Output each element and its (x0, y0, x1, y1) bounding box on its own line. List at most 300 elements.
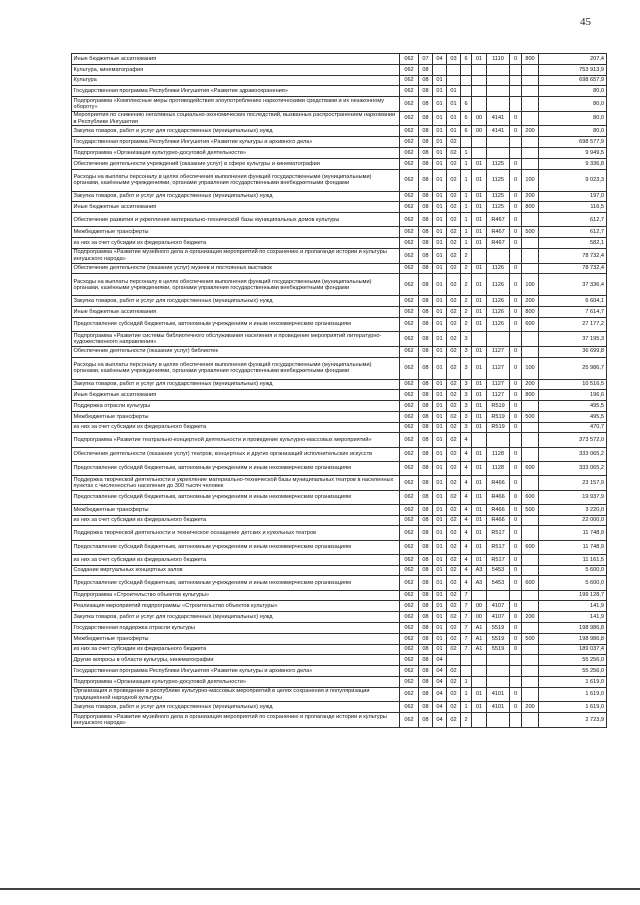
table-row (72, 433, 607, 447)
code-subprogram: 4 (461, 554, 472, 565)
table-row (72, 390, 607, 401)
code-subprogram: 3 (461, 379, 472, 390)
code-subsection: 01 (433, 379, 447, 390)
code-direction-suffix: 0 (510, 274, 522, 296)
code-ministry: 062 (400, 554, 419, 565)
code-program: 02 (447, 169, 461, 191)
code-direction (487, 64, 510, 75)
budget-table (71, 53, 607, 728)
code-subsection: 01 (433, 238, 447, 249)
code-subsection: 01 (433, 126, 447, 137)
code-ministry: 062 (400, 601, 419, 612)
code-direction: 4101 (487, 687, 510, 702)
code-event (472, 147, 487, 158)
row-name: из них за счет субсидии из федерального бюджета (72, 515, 400, 526)
code-direction-suffix: 0 (510, 263, 522, 274)
code-program: 02 (447, 307, 461, 318)
code-direction (487, 713, 510, 728)
code-direction-suffix: 0 (510, 687, 522, 702)
code-ministry: 062 (400, 296, 419, 307)
code-event: 01 (472, 515, 487, 526)
code-event (472, 666, 487, 677)
code-ministry: 062 (400, 213, 419, 227)
code-subsection: 01 (433, 576, 447, 590)
code-event: 01 (472, 202, 487, 213)
code-subsection: 04 (433, 687, 447, 702)
code-direction: R466 (487, 504, 510, 515)
code-program: 02 (447, 296, 461, 307)
code-subprogram: 1 (461, 202, 472, 213)
code-direction: 1126 (487, 307, 510, 318)
table-row (72, 411, 607, 422)
code-subsection: 01 (433, 540, 447, 554)
code-direction-suffix (510, 666, 522, 677)
code-program: 02 (447, 504, 461, 515)
code-program: 02 (447, 263, 461, 274)
code-subsection: 01 (433, 461, 447, 475)
row-amount: 9 949,5 (539, 147, 607, 158)
table-row (72, 422, 607, 433)
code-direction-suffix: 0 (510, 317, 522, 331)
code-section: 08 (419, 461, 433, 475)
row-name: Обеспечение деятельности (оказание услуг) музеев и постоянных выставок (72, 263, 400, 274)
code-program (447, 64, 461, 75)
row-amount: 5 600,0 (539, 576, 607, 590)
table-row (72, 576, 607, 590)
row-amount: 11 161,5 (539, 554, 607, 565)
code-event: A3 (472, 576, 487, 590)
code-direction: 1125 (487, 169, 510, 191)
row-amount: 25 986,7 (539, 357, 607, 379)
table-row (72, 401, 607, 412)
code-expense-type: 500 (522, 227, 539, 238)
code-subprogram: 3 (461, 346, 472, 357)
code-program: 02 (447, 476, 461, 491)
code-section: 08 (419, 296, 433, 307)
code-direction (487, 666, 510, 677)
code-section: 08 (419, 317, 433, 331)
code-program: 02 (447, 274, 461, 296)
code-event: 01 (472, 54, 487, 65)
code-expense-type: 200 (522, 191, 539, 202)
code-program (447, 75, 461, 86)
code-ministry: 062 (400, 565, 419, 576)
code-section: 08 (419, 565, 433, 576)
code-expense-type (522, 64, 539, 75)
code-direction-suffix: 0 (510, 526, 522, 540)
table-row (72, 317, 607, 331)
code-section: 08 (419, 401, 433, 412)
code-subprogram: 7 (461, 612, 472, 623)
code-ministry: 062 (400, 576, 419, 590)
code-subsection: 01 (433, 307, 447, 318)
row-name: Государственная программа Республики Ингушетия «Развитие культуры и архивного дела» (72, 666, 400, 677)
row-name: Государственная поддержка отрасли культуры (72, 622, 400, 633)
code-direction: R467 (487, 238, 510, 249)
row-name: Обеспечение деятельности (оказание услуг) театров, концертных и других организаций исполнительских искусств (72, 447, 400, 461)
code-ministry: 062 (400, 476, 419, 491)
code-expense-type: 500 (522, 504, 539, 515)
code-event (472, 332, 487, 347)
code-direction: 4107 (487, 612, 510, 623)
code-section: 08 (419, 622, 433, 633)
code-expense-type (522, 601, 539, 612)
table-row (72, 213, 607, 227)
code-subprogram (461, 64, 472, 75)
code-expense-type (522, 526, 539, 540)
row-amount: 582,1 (539, 238, 607, 249)
code-direction-suffix: 0 (510, 422, 522, 433)
code-program: 02 (447, 379, 461, 390)
code-section: 08 (419, 601, 433, 612)
code-program: 02 (447, 515, 461, 526)
code-direction-suffix (510, 655, 522, 666)
code-program: 02 (447, 612, 461, 623)
table-row (72, 644, 607, 655)
code-direction-suffix: 0 (510, 702, 522, 713)
code-direction (487, 332, 510, 347)
code-subsection: 01 (433, 147, 447, 158)
table-row (72, 601, 607, 612)
row-amount: 78 732,4 (539, 248, 607, 263)
code-subprogram: 2 (461, 713, 472, 728)
code-ministry: 062 (400, 461, 419, 475)
code-direction: R467 (487, 213, 510, 227)
code-event: 01 (472, 307, 487, 318)
code-ministry: 062 (400, 263, 419, 274)
code-subprogram: 4 (461, 447, 472, 461)
row-amount: 11 748,9 (539, 526, 607, 540)
code-subprogram: 1 (461, 702, 472, 713)
code-subsection: 01 (433, 633, 447, 644)
code-expense-type (522, 86, 539, 97)
code-program: 02 (447, 702, 461, 713)
code-direction-suffix: 0 (510, 296, 522, 307)
row-name: Создание виртуальных концертных залов (72, 565, 400, 576)
row-amount: 37 195,3 (539, 332, 607, 347)
code-direction-suffix (510, 75, 522, 86)
code-program: 02 (447, 357, 461, 379)
code-section: 08 (419, 357, 433, 379)
code-program: 02 (447, 590, 461, 601)
code-direction-suffix (510, 713, 522, 728)
code-direction-suffix: 0 (510, 447, 522, 461)
code-section: 08 (419, 447, 433, 461)
code-program: 02 (447, 687, 461, 702)
code-expense-type (522, 332, 539, 347)
code-direction: R466 (487, 476, 510, 491)
code-ministry: 062 (400, 447, 419, 461)
code-direction (487, 137, 510, 148)
code-subprogram: 2 (461, 263, 472, 274)
code-event (472, 64, 487, 75)
code-direction: 1126 (487, 274, 510, 296)
table-row (72, 490, 607, 504)
code-direction: 1126 (487, 317, 510, 331)
code-subsection: 01 (433, 169, 447, 191)
code-event: 01 (472, 263, 487, 274)
code-ministry: 062 (400, 411, 419, 422)
code-subsection: 01 (433, 490, 447, 504)
code-section: 08 (419, 147, 433, 158)
code-subprogram: 2 (461, 274, 472, 296)
code-section: 08 (419, 263, 433, 274)
code-section: 08 (419, 504, 433, 515)
code-expense-type: 500 (522, 633, 539, 644)
code-program: 02 (447, 676, 461, 687)
code-subprogram: 2 (461, 317, 472, 331)
code-program: 02 (447, 461, 461, 475)
row-name: Организация и проведение в республике культурно-массовых мероприятий в целях сохранения и популяризации традиционной народной культуры (72, 687, 400, 702)
row-amount: 698 657,9 (539, 75, 607, 86)
code-direction-suffix (510, 64, 522, 75)
code-direction: R519 (487, 401, 510, 412)
code-subprogram (461, 75, 472, 86)
code-subsection: 01 (433, 263, 447, 274)
code-direction-suffix: 0 (510, 554, 522, 565)
code-direction-suffix: 0 (510, 158, 522, 169)
row-name: Иные бюджетные ассигнования (72, 202, 400, 213)
table-row (72, 158, 607, 169)
code-direction: 4101 (487, 702, 510, 713)
code-expense-type (522, 147, 539, 158)
code-expense-type: 200 (522, 702, 539, 713)
code-subprogram: 3 (461, 411, 472, 422)
row-name: из них за счет субсидии из федерального бюджета (72, 238, 400, 249)
row-name: Закупка товаров, работ и услуг для государственных (муниципальных) нужд (72, 126, 400, 137)
code-program: 02 (447, 490, 461, 504)
code-subprogram: 3 (461, 332, 472, 347)
code-direction: 1127 (487, 379, 510, 390)
table-row (72, 590, 607, 601)
code-subprogram: 7 (461, 633, 472, 644)
code-ministry: 062 (400, 111, 419, 126)
code-section: 08 (419, 590, 433, 601)
code-subsection: 01 (433, 248, 447, 263)
table-row (72, 248, 607, 263)
code-direction (487, 655, 510, 666)
table-row (72, 447, 607, 461)
code-event: 01 (472, 346, 487, 357)
table-row (72, 202, 607, 213)
code-expense-type (522, 554, 539, 565)
table-row (72, 633, 607, 644)
code-ministry: 062 (400, 702, 419, 713)
code-subprogram: 1 (461, 191, 472, 202)
code-section: 08 (419, 111, 433, 126)
code-ministry: 062 (400, 379, 419, 390)
code-ministry: 062 (400, 644, 419, 655)
code-event: A1 (472, 622, 487, 633)
code-direction-suffix (510, 590, 522, 601)
row-name: Предоставление субсидий бюджетным, автономным учреждениям и иным некоммерческим организациям (72, 490, 400, 504)
code-expense-type: 500 (522, 411, 539, 422)
code-expense-type: 600 (522, 490, 539, 504)
code-direction-suffix: 0 (510, 202, 522, 213)
table-row (72, 111, 607, 126)
code-program: 02 (447, 238, 461, 249)
code-subprogram: 1 (461, 169, 472, 191)
code-subprogram: 4 (461, 476, 472, 491)
code-direction-suffix: 0 (510, 411, 522, 422)
code-section: 08 (419, 390, 433, 401)
code-direction-suffix (510, 433, 522, 447)
code-ministry: 062 (400, 86, 419, 97)
code-subsection: 04 (433, 655, 447, 666)
row-name: Расходы на выплаты персоналу в целях обеспечения выполнения функций государственными (муниципальными) органами, казёнными учреждениями, органами управления государственными внебюджетными фондами (72, 274, 400, 296)
code-ministry: 062 (400, 540, 419, 554)
code-program: 02 (447, 147, 461, 158)
row-name: Культура (72, 75, 400, 86)
code-direction (487, 590, 510, 601)
code-section: 08 (419, 655, 433, 666)
code-ministry: 062 (400, 346, 419, 357)
table-row (72, 461, 607, 475)
row-name: Мероприятия по снижению негативных социально-экономических последствий, вызванных распространением наркомании в Республике Ингушетия (72, 111, 400, 126)
code-event: 01 (472, 191, 487, 202)
code-subprogram (461, 86, 472, 97)
code-event: 01 (472, 379, 487, 390)
row-amount: 19 937,9 (539, 490, 607, 504)
code-subprogram: 3 (461, 390, 472, 401)
code-event: A1 (472, 644, 487, 655)
table-row (72, 86, 607, 97)
code-ministry: 062 (400, 655, 419, 666)
table-row (72, 666, 607, 677)
code-ministry: 062 (400, 504, 419, 515)
row-amount: 198 986,8 (539, 622, 607, 633)
row-name: Межбюджетные трансферты (72, 633, 400, 644)
code-program: 02 (447, 422, 461, 433)
code-section: 08 (419, 158, 433, 169)
code-program: 03 (447, 54, 461, 65)
code-direction: 1126 (487, 263, 510, 274)
code-event (472, 86, 487, 97)
code-section: 08 (419, 526, 433, 540)
code-subsection: 01 (433, 515, 447, 526)
code-subprogram: 1 (461, 687, 472, 702)
code-subprogram: 7 (461, 601, 472, 612)
code-section: 08 (419, 64, 433, 75)
code-subsection: 01 (433, 97, 447, 112)
table-row (72, 379, 607, 390)
bottom-rule (0, 888, 640, 890)
table-row (72, 54, 607, 65)
code-direction (487, 86, 510, 97)
code-ministry: 062 (400, 238, 419, 249)
code-direction-suffix (510, 97, 522, 112)
code-expense-type: 100 (522, 274, 539, 296)
table-row (72, 504, 607, 515)
code-expense-type (522, 622, 539, 633)
code-event: 01 (472, 540, 487, 554)
code-event: 01 (472, 422, 487, 433)
table-row (72, 357, 607, 379)
row-amount: 9 336,8 (539, 158, 607, 169)
code-subsection: 01 (433, 274, 447, 296)
row-amount: 373 572,0 (539, 433, 607, 447)
code-section: 08 (419, 490, 433, 504)
code-program: 01 (447, 126, 461, 137)
code-direction-suffix: 0 (510, 476, 522, 491)
code-subsection: 01 (433, 422, 447, 433)
code-subsection: 01 (433, 346, 447, 357)
code-program: 02 (447, 633, 461, 644)
row-amount: 9 023,3 (539, 169, 607, 191)
code-subprogram (461, 666, 472, 677)
table-row (72, 565, 607, 576)
code-program: 02 (447, 622, 461, 633)
code-expense-type (522, 346, 539, 357)
code-ministry: 062 (400, 202, 419, 213)
code-direction-suffix (510, 147, 522, 158)
code-subprogram: 2 (461, 296, 472, 307)
code-event: 01 (472, 687, 487, 702)
code-direction-suffix: 0 (510, 238, 522, 249)
code-event (472, 137, 487, 148)
code-ministry: 062 (400, 248, 419, 263)
code-event: 01 (472, 169, 487, 191)
code-subprogram (461, 655, 472, 666)
row-name: Предоставление субсидий бюджетным, автономным учреждениям и иным некоммерческим организациям (72, 461, 400, 475)
code-expense-type: 200 (522, 379, 539, 390)
code-event: 01 (472, 158, 487, 169)
table-row (72, 75, 607, 86)
code-subprogram: 2 (461, 307, 472, 318)
row-name: Другие вопросы в области культуры, кинематографии (72, 655, 400, 666)
code-program: 02 (447, 401, 461, 412)
code-direction: 1127 (487, 346, 510, 357)
code-direction-suffix: 0 (510, 504, 522, 515)
code-subprogram: 1 (461, 147, 472, 158)
table-row (72, 526, 607, 540)
code-subprogram: 1 (461, 676, 472, 687)
code-direction: 5519 (487, 622, 510, 633)
code-expense-type: 100 (522, 169, 539, 191)
code-subsection: 01 (433, 401, 447, 412)
row-name: Культура, кинематография (72, 64, 400, 75)
code-expense-type: 200 (522, 296, 539, 307)
code-subprogram: 4 (461, 433, 472, 447)
code-event: 00 (472, 601, 487, 612)
code-event: 00 (472, 126, 487, 137)
row-name: Подпрограмма «Развитие музейного дела и организация мероприятий по сохранению и пропаганде истории и культуры ингушского народа» (72, 713, 400, 728)
code-program: 01 (447, 97, 461, 112)
row-amount: 141,9 (539, 612, 607, 623)
code-section: 08 (419, 676, 433, 687)
table-row (72, 97, 607, 112)
code-subprogram (461, 137, 472, 148)
row-amount: 333 065,2 (539, 447, 607, 461)
table-row (72, 126, 607, 137)
row-name: Реализация мероприятий подпрограммы «Строительство объектов культуры» (72, 601, 400, 612)
code-expense-type (522, 401, 539, 412)
code-ministry: 062 (400, 490, 419, 504)
code-expense-type (522, 213, 539, 227)
code-expense-type (522, 238, 539, 249)
code-ministry: 062 (400, 666, 419, 677)
code-direction-suffix: 0 (510, 565, 522, 576)
code-expense-type (522, 644, 539, 655)
row-amount: 3 220,0 (539, 504, 607, 515)
table-row (72, 655, 607, 666)
row-amount: 80,0 (539, 126, 607, 137)
code-subsection: 01 (433, 411, 447, 422)
code-section: 08 (419, 633, 433, 644)
code-direction: R466 (487, 490, 510, 504)
code-subprogram: 2 (461, 248, 472, 263)
row-amount: 5 600,0 (539, 565, 607, 576)
